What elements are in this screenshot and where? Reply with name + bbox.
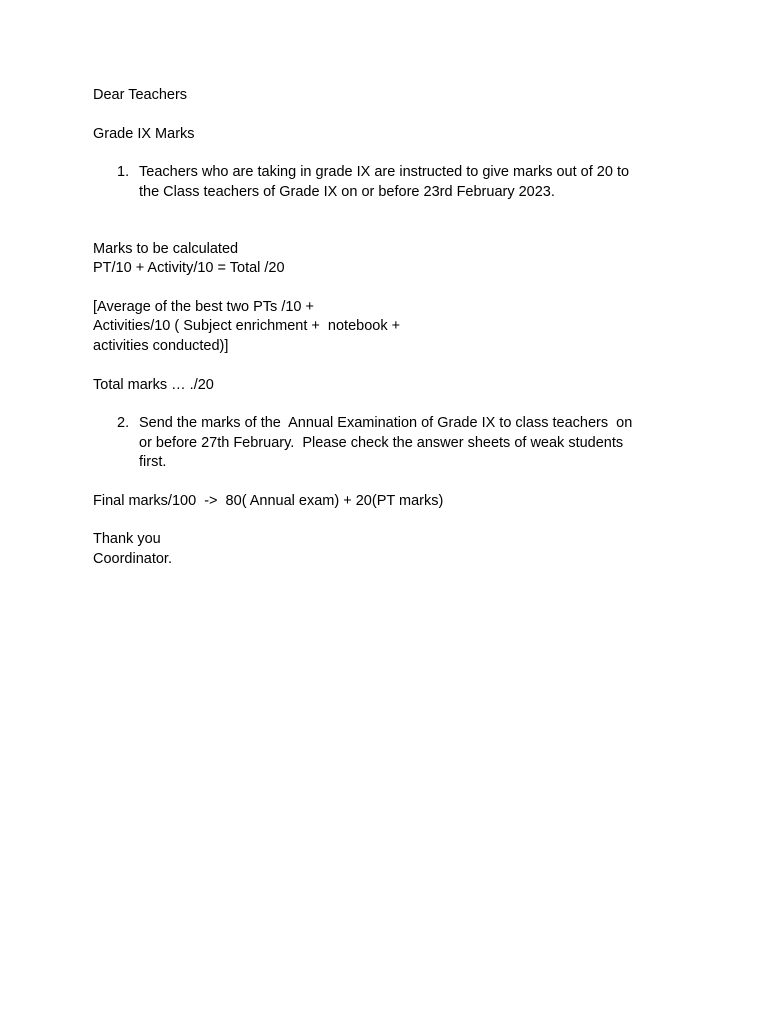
list-text-2 — [139, 414, 679, 473]
list-1-line-2: the Class teachers of Grade IX on or before 23rd February 2023. — [139, 183, 555, 200]
signature: Coordinator. — [93, 551, 172, 567]
list-2-line-3: first. — [139, 454, 167, 470]
list-1-line-1: Teachers who are taking in grade IX are instructed to give marks out of 20 to — [139, 164, 630, 180]
bracket-line-2: Activities/10 ( Subject enrichment + notebook + — [93, 318, 401, 334]
list-2-line-2: or before 27th February. Please check the answer sheets of weak students — [139, 434, 624, 451]
bracket-line-1: [Average of the best two PTs /10 + — [93, 299, 314, 315]
closing-text: Thank you — [93, 531, 161, 547]
list-2-line-1: Send the marks of the Annual Examination of Grade IX to class teachers on — [139, 415, 633, 431]
list-number-2: 2. — [117, 415, 130, 431]
calc-formula: PT/10 + Activity/10 = Total /20 — [93, 260, 285, 276]
list-number-1: 1. — [117, 164, 130, 180]
bracket-line-3: activities conducted)] — [93, 338, 229, 354]
total-marks: Total marks … ./20 — [93, 377, 214, 393]
greeting: Dear Teachers — [93, 87, 188, 103]
subject-heading: Grade IX Marks — [93, 126, 195, 142]
calc-heading: Marks to be calculated — [93, 241, 239, 257]
list-text-1 — [139, 163, 679, 202]
final-marks: Final marks/100 -> 80( Annual exam) + 20(PT marks) — [93, 493, 444, 509]
